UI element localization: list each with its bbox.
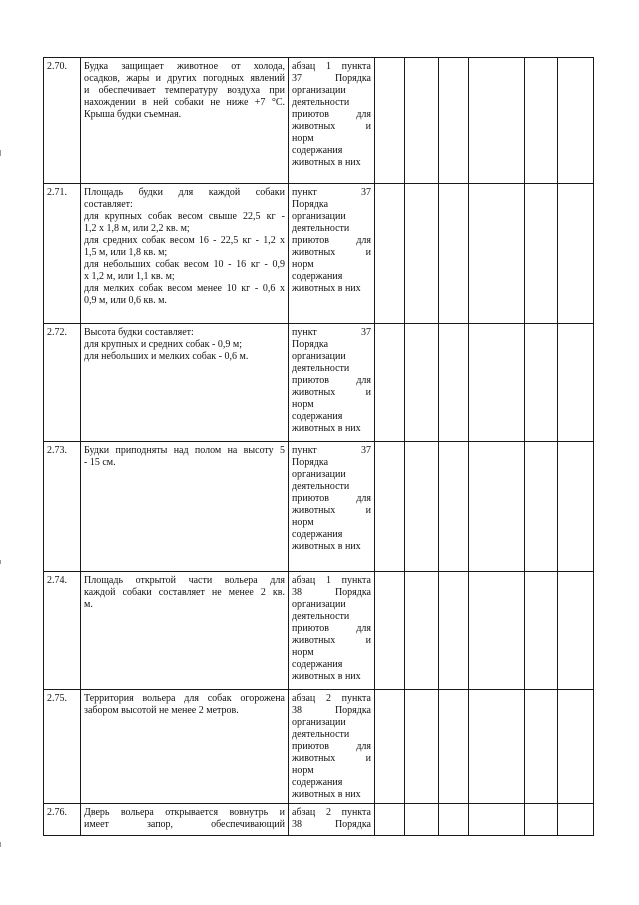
requirement-line: для крупных и средних собак - 0,9 м; xyxy=(84,339,242,350)
empty-answer-cell xyxy=(405,58,439,184)
empty-answer-cell xyxy=(558,58,594,184)
reference-line: приютов для xyxy=(292,109,371,120)
reference-line: норм xyxy=(292,647,314,658)
empty-answer-cell xyxy=(439,690,469,804)
requirement-line: Дверь вольера открывается вовнутрь и xyxy=(84,807,285,818)
requirement-line: для средних собак весом 16 - 22,5 кг - 1,2 х xyxy=(84,235,285,246)
empty-answer-cell xyxy=(405,572,439,690)
empty-answer-cell xyxy=(375,442,405,572)
requirement-text xyxy=(81,442,289,572)
requirement-line: забором высотой не менее 2 метров. xyxy=(84,705,239,716)
empty-answer-cell xyxy=(525,324,558,442)
requirement-line: для мелких собак весом менее 10 кг - 0,6 х xyxy=(84,283,285,294)
reference-line: норм xyxy=(292,399,314,410)
empty-answer-cell xyxy=(525,184,558,324)
reference-line: пункт 37 xyxy=(292,327,371,338)
empty-answer-cell xyxy=(469,804,525,836)
requirement-line: Будки приподняты над полом на высоту 5 xyxy=(84,445,285,456)
reference-line: пункт 37 xyxy=(292,445,371,456)
reference-line: организации xyxy=(292,211,346,222)
page-edge-mark xyxy=(0,842,1,847)
reference-line: Порядка xyxy=(292,339,329,350)
empty-answer-cell xyxy=(525,442,558,572)
requirement-line: Высота будки составляет: xyxy=(84,327,194,338)
requirement-text xyxy=(81,804,289,836)
empty-answer-cell xyxy=(558,442,594,572)
reference-line: абзац 1 пункта xyxy=(292,575,371,586)
empty-answer-cell xyxy=(558,572,594,690)
empty-answer-cell xyxy=(375,184,405,324)
page-edge-mark xyxy=(0,150,1,156)
empty-answer-cell xyxy=(525,58,558,184)
reference-line: приютов для xyxy=(292,623,371,634)
reference-line: приютов для xyxy=(292,741,371,752)
reference-line: 38 Порядка xyxy=(292,587,371,598)
reference-line: 38 Порядка xyxy=(292,819,371,830)
item-number: 2.73. xyxy=(44,442,81,572)
requirement-line: имеет запор, обеспечивающий xyxy=(84,819,285,830)
requirements-table xyxy=(43,57,594,836)
reference-line: животных и xyxy=(292,753,371,764)
empty-answer-cell xyxy=(439,324,469,442)
empty-answer-cell xyxy=(375,324,405,442)
reference-line: пункт 37 xyxy=(292,187,371,198)
requirement-line: для небольших собак весом 10 - 16 кг - 0,9 xyxy=(84,259,285,270)
requirement-line: и обеспечивает температуру воздуха при xyxy=(84,85,285,96)
requirement-text xyxy=(81,324,289,442)
item-number: 2.76. xyxy=(44,804,81,836)
requirement-line: х 1,2 м, или 1,1 кв. м; xyxy=(84,271,175,282)
reference-line: деятельности xyxy=(292,97,350,108)
requirement-text xyxy=(81,58,289,184)
reference-line: содержания xyxy=(292,529,343,540)
legal-reference xyxy=(289,442,375,572)
requirement-line: Площадь будки для каждой собаки xyxy=(84,187,285,198)
reference-line: Порядка xyxy=(292,199,329,210)
table-row xyxy=(44,804,594,836)
reference-line: животных в них xyxy=(292,423,361,434)
requirement-line: м. xyxy=(84,599,93,610)
reference-line: организации xyxy=(292,351,346,362)
empty-answer-cell xyxy=(469,58,525,184)
empty-answer-cell xyxy=(558,184,594,324)
legal-reference xyxy=(289,58,375,184)
reference-line: приютов для xyxy=(292,375,371,386)
table-row xyxy=(44,324,594,442)
reference-line: 38 Порядка xyxy=(292,705,371,716)
legal-reference xyxy=(289,804,375,836)
empty-answer-cell xyxy=(405,324,439,442)
reference-line: организации xyxy=(292,717,346,728)
empty-answer-cell xyxy=(525,804,558,836)
reference-line: содержания xyxy=(292,271,343,282)
empty-answer-cell xyxy=(558,324,594,442)
reference-line: норм xyxy=(292,259,314,270)
reference-line: деятельности xyxy=(292,729,350,740)
reference-line: содержания xyxy=(292,777,343,788)
requirement-text xyxy=(81,572,289,690)
requirement-line: составляет: xyxy=(84,199,133,210)
reference-line: организации xyxy=(292,599,346,610)
reference-line: абзац 2 пункта xyxy=(292,693,371,704)
table-row xyxy=(44,442,594,572)
reference-line: 37 Порядка xyxy=(292,73,371,84)
reference-line: животных в них xyxy=(292,541,361,552)
reference-line: содержания xyxy=(292,145,343,156)
empty-answer-cell xyxy=(525,690,558,804)
reference-line: абзац 1 пункта xyxy=(292,61,371,72)
legal-reference xyxy=(289,324,375,442)
empty-answer-cell xyxy=(439,184,469,324)
item-number: 2.74. xyxy=(44,572,81,690)
requirement-line: 1,5 м, или 1,8 кв. м; xyxy=(84,247,168,258)
empty-answer-cell xyxy=(405,690,439,804)
reference-line: животных и xyxy=(292,387,371,398)
requirement-line: Территория вольера для собак огорожена xyxy=(84,693,285,704)
table-row xyxy=(44,572,594,690)
reference-line: норм xyxy=(292,133,314,144)
requirement-line: осадков, жары и других погодных явлений xyxy=(84,73,285,84)
empty-answer-cell xyxy=(375,572,405,690)
item-number: 2.70. xyxy=(44,58,81,184)
reference-line: животных в них xyxy=(292,671,361,682)
legal-reference xyxy=(289,690,375,804)
reference-line: приютов для xyxy=(292,235,371,246)
empty-answer-cell xyxy=(375,804,405,836)
reference-line: животных и xyxy=(292,505,371,516)
empty-answer-cell xyxy=(375,690,405,804)
empty-answer-cell xyxy=(375,58,405,184)
reference-line: норм xyxy=(292,765,314,776)
empty-answer-cell xyxy=(469,324,525,442)
reference-line: приютов для xyxy=(292,493,371,504)
table-row xyxy=(44,58,594,184)
table-body xyxy=(44,58,594,836)
reference-line: абзац 2 пункта xyxy=(292,807,371,818)
legal-reference xyxy=(289,572,375,690)
item-number: 2.75. xyxy=(44,690,81,804)
empty-answer-cell xyxy=(405,442,439,572)
empty-answer-cell xyxy=(405,184,439,324)
reference-line: животных в них xyxy=(292,789,361,800)
empty-answer-cell xyxy=(439,572,469,690)
reference-line: деятельности xyxy=(292,481,350,492)
reference-line: организации xyxy=(292,469,346,480)
reference-line: деятельности xyxy=(292,611,350,622)
item-number: 2.72. xyxy=(44,324,81,442)
item-number: 2.71. xyxy=(44,184,81,324)
requirement-line: 1,2 х 1,8 м, или 2,2 кв. м; xyxy=(84,223,190,234)
empty-answer-cell xyxy=(405,804,439,836)
requirement-text xyxy=(81,184,289,324)
empty-answer-cell xyxy=(525,572,558,690)
reference-line: животных и xyxy=(292,121,371,132)
empty-answer-cell xyxy=(469,442,525,572)
reference-line: содержания xyxy=(292,411,343,422)
empty-answer-cell xyxy=(558,690,594,804)
reference-line: содержания xyxy=(292,659,343,670)
requirement-line: Будка защищает животное от холода, xyxy=(84,61,285,72)
requirement-line: 0,9 м, или 0,6 кв. м. xyxy=(84,295,167,306)
legal-reference xyxy=(289,184,375,324)
requirement-line: для небольших и мелких собак - 0,6 м. xyxy=(84,351,249,362)
reference-line: животных в них xyxy=(292,157,361,168)
reference-line: организации xyxy=(292,85,346,96)
reference-line: деятельности xyxy=(292,363,350,374)
reference-line: норм xyxy=(292,517,314,528)
table-row xyxy=(44,690,594,804)
table-row xyxy=(44,184,594,324)
reference-line: животных и xyxy=(292,247,371,258)
empty-answer-cell xyxy=(558,804,594,836)
requirement-line: каждой собаки составляет не менее 2 кв. xyxy=(84,587,285,598)
empty-answer-cell xyxy=(469,572,525,690)
empty-answer-cell xyxy=(439,442,469,572)
reference-line: деятельности xyxy=(292,223,350,234)
empty-answer-cell xyxy=(469,690,525,804)
empty-answer-cell xyxy=(469,184,525,324)
reference-line: Порядка xyxy=(292,457,329,468)
reference-line: животных и xyxy=(292,635,371,646)
requirement-line: Крыша будки съемная. xyxy=(84,109,182,120)
requirement-line: Площадь открытой части вольера для xyxy=(84,575,285,586)
page-edge-mark xyxy=(0,560,1,564)
empty-answer-cell xyxy=(439,58,469,184)
requirement-text xyxy=(81,690,289,804)
requirement-line: для крупных собак весом свыше 22,5 кг - xyxy=(84,211,285,222)
requirement-line: - 15 см. xyxy=(84,457,116,468)
empty-answer-cell xyxy=(439,804,469,836)
requirement-line: нахождении в ней собаки не ниже +7 °С. xyxy=(84,97,285,108)
reference-line: животных в них xyxy=(292,283,361,294)
